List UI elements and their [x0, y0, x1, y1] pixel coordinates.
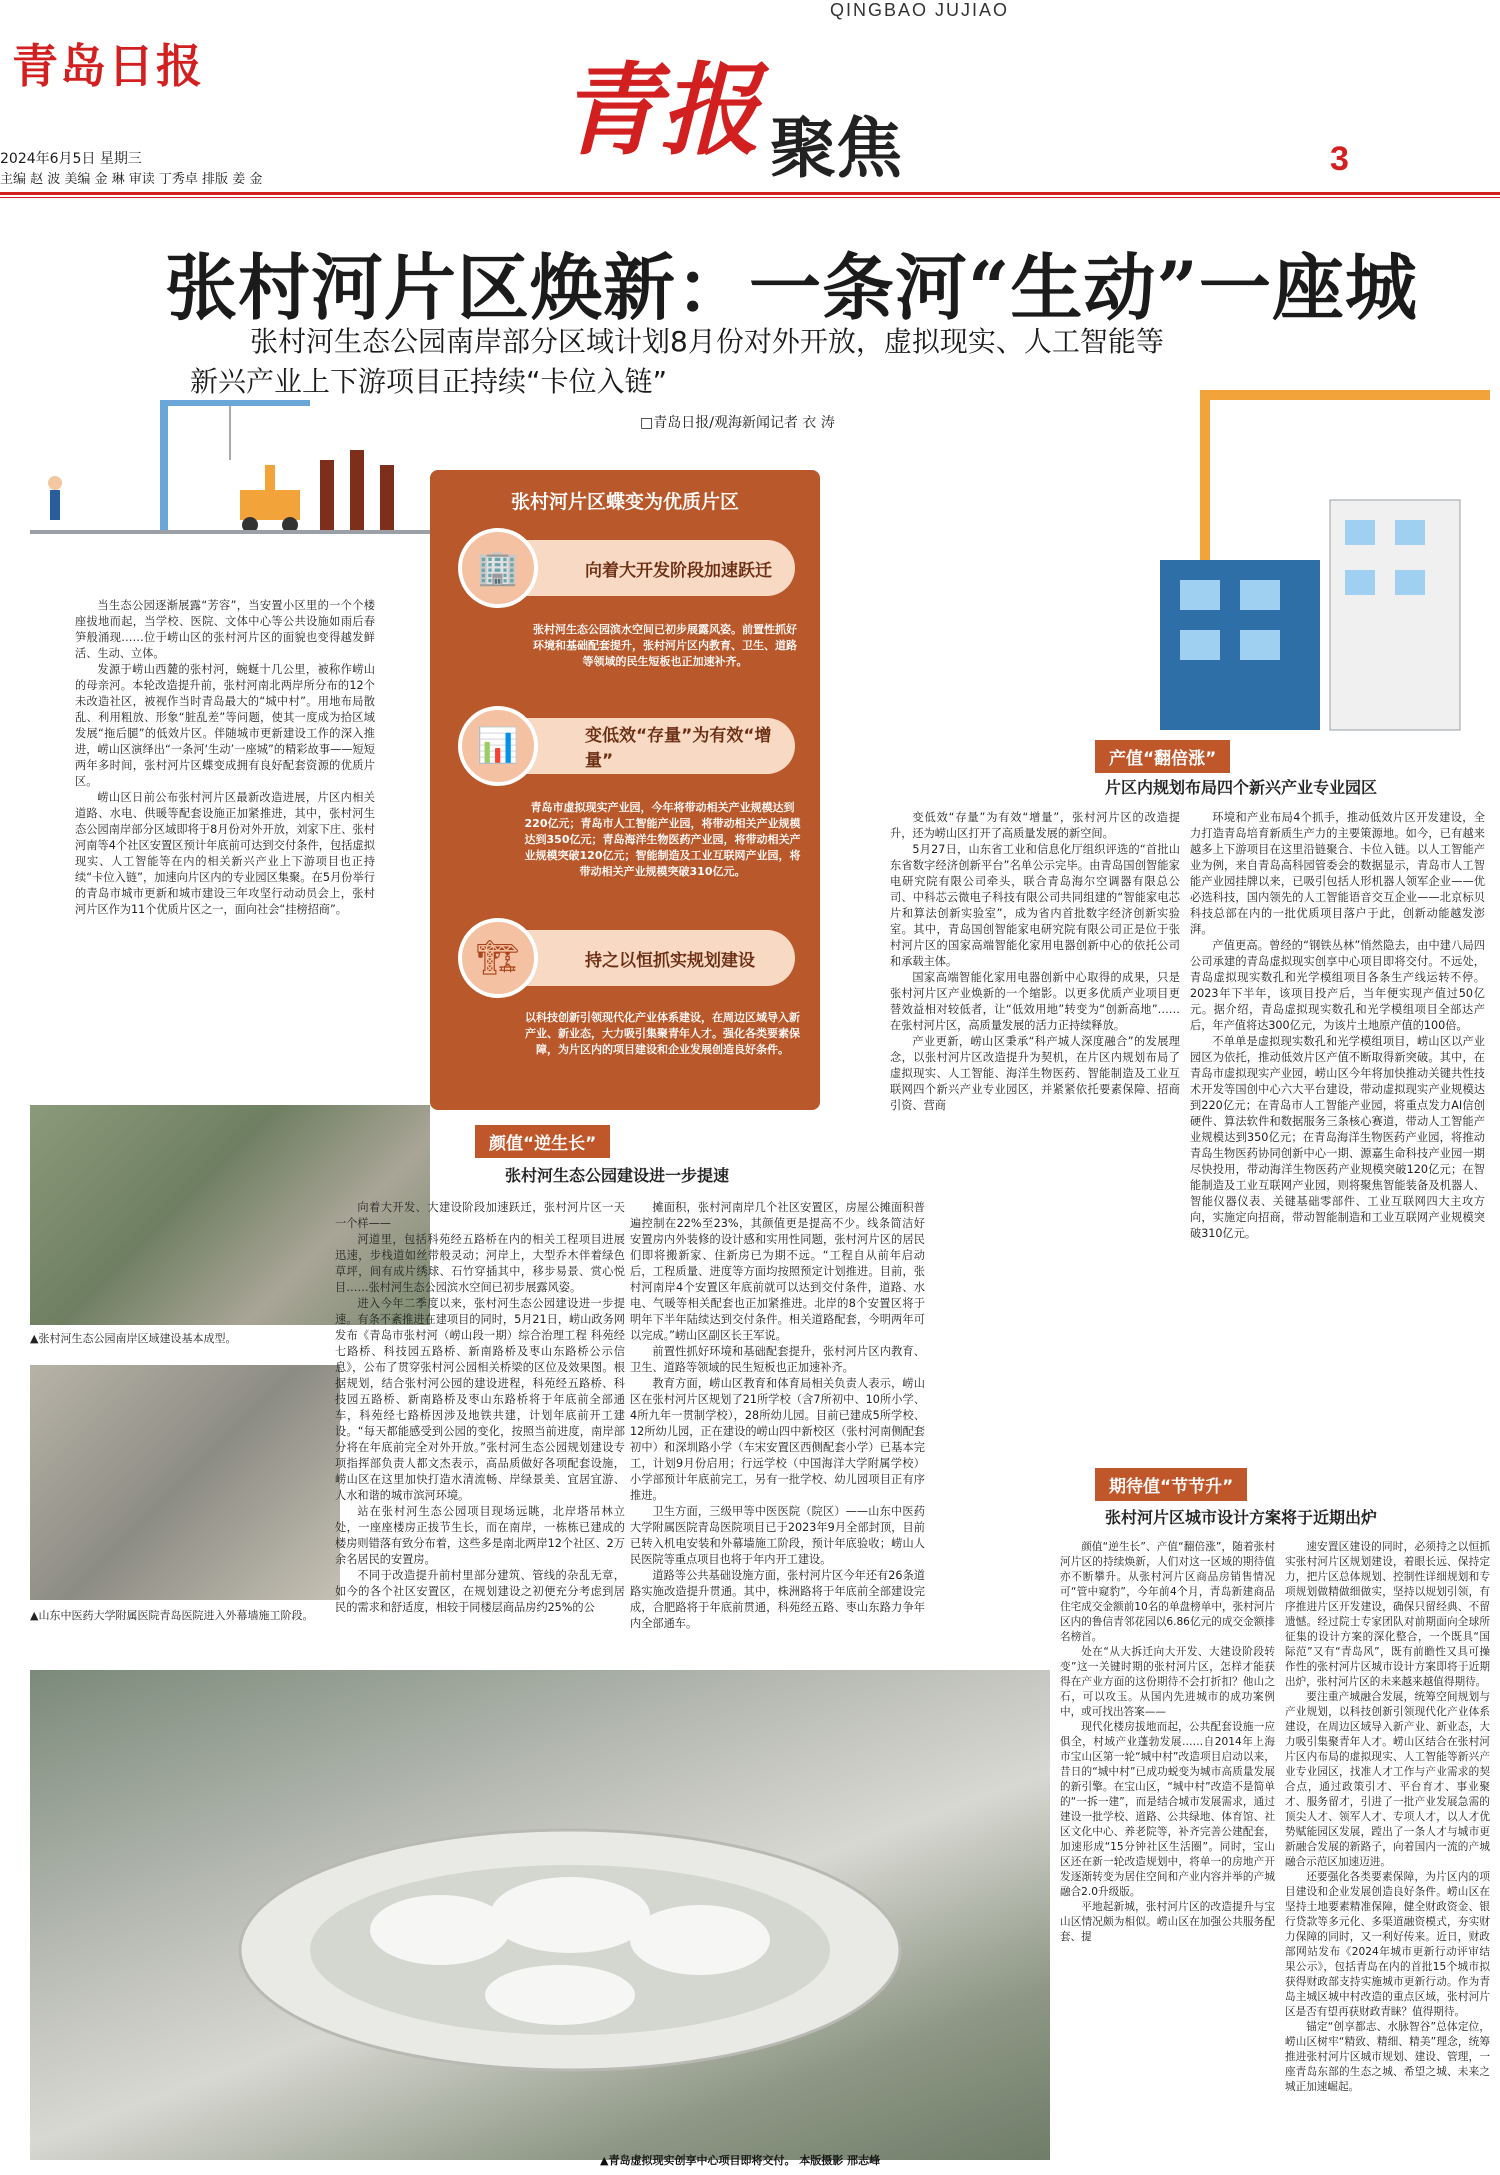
plan-paragraph: 还要强化各类要素保障，为片区内的项目建设和企业发展创造良好条件。崂山区在坚持土地要素精准保障，健全财政资金、银行贷款等多元化、多渠道融资模式，夯实财力保障的同时，又一利好传来。近日，财政部网站发布《2024年城市更新行动评审结果公示》，包括青岛在内的首批15个城市拟获得财政部支持实施城市更新行动。作为青岛主城区城中村改造的重点区域，张村河片区是否有望再获财政青睐？值得期待。	[1285, 1871, 1490, 2018]
plan-column-2	[1285, 1540, 1490, 2095]
photo-caption: ▲张村河生态公园南岸区域建设基本成型。	[30, 1332, 237, 1345]
park-paragraph: 教育方面，崂山区教育和体育局相关负责人表示，崂山区在张村河片区规划了21所学校（含7所初中、10所小学、4所九年一贯制学校），28所幼儿园。目前已建成5所学校、12所幼儿园，正在建设的崂山四中新校区（张村河南侧配套初中）和深圳路小学（车宋安置区西侧配套小学）已基本完工，计划9月份启用；行远学校（中国海洋大学附属学校）小学部预计年底前完工，另有一批学校、幼儿园项目正有序推进。	[630, 1377, 925, 1502]
park-paragraph: 卫生方面，三级甲等中医医院（院区）——山东中医药大学附属医院青岛医院项目已于2023年9月全部封顶，目前已转入机电安装和外幕墙施工阶段，预计年底验收；崂山人民医院等重点项目也将于年内开工建设。	[630, 1505, 925, 1566]
editorial-staff: 主编 赵 波 美编 金 琳 审读 丁秀卓 排版 姜 金	[0, 172, 263, 187]
intro-paragraph: 崂山区日前公布张村河片区最新改造进展，片区内相关道路、水电、供暖等配套设施正加紧推进，其中，张村河生态公园南岸部分区域即将于8月份对外开放，刘家下庄、张村河南等4个社区安置区预计年底前可达到交付条件，包括虚拟现实、人工智能等在内的相关新兴产业上下游项目也正持续“卡位入链”，加速向片区内的专业园区集聚。在5月份举行的青岛市城市更新和城市建设三年攻坚行动动员会上，张村河片区作为11个优质片区之一，面向社会“挂榜招商”。	[75, 791, 375, 916]
photo-caption: ▲山东中医药大学附属医院青岛医院进入外幕墙施工阶段。	[30, 1609, 314, 1622]
industry-paragraph: 产值更高。曾经的“钢铁丛林”悄然隐去，由中建八局四公司承建的青岛虚拟现实创享中心项目即将交付。不远处，青岛虚拟现实数孔和光学模组项目各条生产线运转不停。2023年下半年，该项目投产后，当年便实现产值过50亿元。据介绍，青岛虚拟现实数孔和光学模组项目全部达产后，年产值将达300亿元，为该片土地原产值的100倍。	[1190, 939, 1485, 1032]
article-subhead-2: 新兴产业上下游项目正持续“卡位入链”	[190, 365, 668, 398]
article-headline: 张村河片区焕新：一条河“生动”一座城	[165, 245, 1418, 330]
section-tag: 产值“翻倍涨”	[1095, 740, 1230, 773]
park-paragraph: 站在张村河生态公园项目现场远眺，北岸塔吊林立处，一座座楼房正拔节生长，而在南岸，一栋栋已建成的楼房则错落有致分布着，这些多是南北两岸12个社区、2万余名居民的安置房。	[335, 1505, 625, 1566]
industry-paragraph: 不单单是虚拟现实数孔和光学模组项目，崂山区以产业园区为依托，推动低效片区产值不断取得新突破。其中，在青岛市虚拟现实产业园，崂山区今年将加快推动关键共性技术开发等国创中心六大平台建设，带动虚拟现实产业规模达到220亿元；在青岛市人工智能产业园，将重点发力AI信创硬件、算法软件和数据服务三条核心赛道，带动人工智能产业规模达到350亿元；在青岛海洋生物医药产业园，将推动青岛生物医药协同创新中心一期、源嘉生命科技产业园一期尽快投用，带动海洋生物医药产业规模突破120亿元；在智能制造及工业互联网产业园，则将聚焦智能装备及机器人、智能仪器仪表、关键基础零部件、工业互联网四大主攻方向，实施定向招商，带动智能制造和工业互联网产业规模突破310亿元。	[1190, 1035, 1485, 1240]
vr-center-domes	[220, 1800, 920, 2100]
section-brand-sub: 聚焦	[770, 110, 902, 187]
photo-hospital	[30, 1365, 340, 1600]
photo-caption: ▲青岛虚拟现实创享中心项目即将交付。 本版摄影 邢志峰	[600, 2154, 881, 2167]
page-number: 3	[1330, 140, 1349, 178]
park-paragraph: 不同于改造提升前村里部分建筑、管线的杂乱无章，如今的各个社区安置区，在规划建设之初便充分考虑到居民的需求和舒适度，相较于同楼层商品房约25%的公	[335, 1569, 625, 1614]
panel-item-text: 青岛市虚拟现实产业园，今年将带动相关产业规模达到220亿元；青岛市人工智能产业园，将带动相关产业规模达到350亿元；青岛海洋生物医药产业园，将带动相关产业规模突破120亿元；智能制造及工业互联网产业园，将带动相关产业规模突破310亿元。	[524, 801, 801, 878]
plan-paragraph: 速安置区建设的同时，必须持之以恒抓实张村河片区规划建设，着眼长远、保持定力，把片区总体规划、控制性详细规划和专项规划做精做细做实，坚持以规划引领，有序推进片区开发建设，确保只留经典、不留遗憾。经过院士专家团队对前期面向全球所征集的设计方案的深化整合，一个既具“国际范”又有“青岛风”，既有前瞻性又具可操作性的张村河片区城市设计方案即将于近期出炉，张村河片区的未来越来越值得期待。	[1285, 1541, 1490, 1688]
plan-paragraph: 平地起新城，张村河片区的改造提升与宝山区情况颇为相似。崂山区在加强公共服务配套、提	[1060, 1901, 1275, 1943]
plan-paragraph: 现代化楼房拔地而起，公共配套设施一应俱全，村域产业蓬勃发展……自2014年上海市宝山区第一轮“城中村”改造项目启动以来，昔日的“城中村”已成功蜕变为城市高质量发展的新引擎。在宝山区，“城中村”改造不是简单的“一拆一建”，而是结合城市发展需求，通过建设一批学校、道路、公共绿地、体育馆、社区文化中心、养老院等，补齐完善公建配套，加速形成“15分钟社区生活圈”。同时，宝山区还在新一轮改造规划中，将单一的房地产开发逐渐转变为居住空间和产业内容并举的产城融合2.0升级版。	[1060, 1721, 1275, 1898]
park-column-1	[335, 1200, 625, 1616]
intro-paragraph: 发源于崂山西麓的张村河，蜿蜒十几公里，被称作崂山的母亲河。本轮改造提升前，张村河南北两岸所分布的12个未改造社区，被视作当时青岛最大的“城中村”。用地布局散乱、利用粗放、形象“脏乱差”等问题，使其一度成为拾区域发展“拖后腿”的低效片区。伴随城市更新建设工作的深入推进，崂山区演绎出“一条河‘生动’一座城”的精彩故事——短短两年多时间，张村河片区蝶变成拥有良好配套资源的优质片区。	[75, 663, 375, 788]
summary-panel-title: 张村河片区蝶变为优质片区	[510, 491, 739, 513]
panel-item-text: 张村河生态公园滨水空间已初步展露风姿。前置性抓好环境和基础配套提升，张村河片区内教育、卫生、道路等领域的民生短板也正加速补齐。	[533, 623, 797, 668]
section-brand: 青报	[560, 51, 760, 169]
section-title-park: 张村河生态公园建设进一步提速	[505, 1166, 730, 1185]
industry-column-1	[890, 810, 1180, 1114]
article-subhead-1: 张村河生态公园南岸部分区域计划8月份对外开放，虚拟现实、人工智能等	[250, 325, 1164, 358]
industry-paragraph: 环境和产业布局4个抓手，推动低效片区开发建设，全力打造青岛培育新质生产力的主要策源地。如今，已有越来越多上下游项目在这里沿链聚合、卡位入链。以人工智能产业为例，来自青岛高科园管委会的数据显示，青岛市人工智能产业园挂牌以来，已吸引包括人形机器人领军企业——优必选科技，国内领先的人工智能语音交互企业——北京标贝科技总部在内的一批优质项目落户于此，创新动能越发澎湃。	[1190, 811, 1485, 936]
intro-column	[75, 598, 375, 918]
issue-date: 2024年6月5日 星期三	[0, 151, 142, 167]
section-tag-industry	[1095, 740, 1230, 773]
industry-column-2	[1190, 810, 1485, 1242]
section-tag: 颜值“逆生长”	[475, 1125, 610, 1158]
section-title-industry: 片区内规划布局四个新兴产业专业园区	[1105, 778, 1378, 797]
construction-illustration-left	[30, 390, 430, 540]
section-tag-park	[475, 1125, 610, 1158]
plan-paragraph: 要注重产城融合发展，统筹空间规划与产业规划，以科技创新引领现代化产业体系建设，在周边区域导入新产业、新业态，大力吸引集聚青年人才。崂山区结合在张村河片区内布局的虚拟现实、人工智能等新兴产业专业园区，找准人才工作与产业需求的契合点，通过政策引才、平台育才、事业聚才、服务留才，引进了一批产业发展急需的顶尖人才、领军人才、专项人才，以人才优势赋能园区发展，蹚出了一条人才与城市更新融合发展的新路子，向着国内一流的产城融合示范区加速迈进。	[1285, 1691, 1490, 1868]
park-paragraph: 向着大开发、大建设阶段加速跃迁，张村河片区一天一个样——	[335, 1201, 625, 1230]
section-title-plan: 张村河片区城市设计方案将于近期出炉	[1105, 1508, 1378, 1527]
article-byline: □青岛日报/观海新闻记者 衣 涛	[640, 415, 835, 431]
header-divider-thin	[0, 197, 1500, 198]
section-pinyin: QINGBAO JUJIAO	[830, 0, 1010, 20]
park-paragraph: 摊面积，张村河南岸几个社区安置区，房屋公摊面积普遍控制在22%至23%，其颜值更是提高不少。线条简洁好安置房内外装修的设计感和实用性同题，张村河片区的居民们即将搬新家、住新房已为期不远。“工程自从前年启动后，工程质量、进度等方面均按照预定计划推进。目前，张村河南岸4个安置区年底前就可以达到交付条件，道路、水电、气暖等相关配套也正加紧推进。北岸的8个安置区将于明年下半年陆续达到交付条件。相关道路配套，今明两年可以完成。”崂山区副区长王军说。	[630, 1201, 925, 1342]
header-divider	[0, 192, 1500, 195]
park-column-2	[630, 1200, 925, 1632]
panel-item-text: 以科技创新引领现代化产业体系建设，在周边区域导入新产业、新业态，大力吸引集聚青年人才。强化各类要素保障，为片区内的项目建设和企业发展创造良好条件。	[525, 1011, 800, 1056]
crane-icon: 🏗	[458, 918, 538, 998]
plan-paragraph: 处在“从大拆迁向大开发、大建设阶段转变”这一关键时期的张村河片区，怎样才能获得在产业方面的这份期待不会打折扣？他山之石，可以攻玉。从国内先进城市的成功案例中，或可找出答案——	[1060, 1646, 1275, 1718]
construction-illustration-right	[1100, 380, 1500, 740]
industry-paragraph: 国家高端智能化家用电器创新中心取得的成果，只是张村河片区产业焕新的一个缩影。以更多优质产业项目更替效益相对较低者，让“低效用地”转变为“创新高地”……在张村河片区，高质量发展的活力正持续释放。	[890, 971, 1180, 1032]
chart-icon: 📊	[458, 706, 538, 786]
panel-item-label: 变低效“存量”为有效“增量”	[585, 726, 772, 771]
panel-item-label: 向着大开发阶段加速跃迁	[585, 560, 772, 581]
newspaper-logo: 青岛日报	[12, 39, 204, 93]
park-paragraph: 前置性抓好环境和基础配套提升，张村河片区内教育、卫生、道路等领域的民生短板也正加速补齐。	[630, 1345, 925, 1374]
plan-paragraph: 颜值“逆生长”、产值“翻倍涨”，随着张村河片区的持续焕新，人们对这一区域的期待值亦不断攀升。从张村河片区商品房销售情况可“管中窥豹”，今年前4个月，青岛新建商品住宅成交金额前10名的单盘榜单中，张村河片区内的鲁信青邻花园以6.86亿元的成交金额排名榜首。	[1060, 1541, 1275, 1643]
park-paragraph: 道路等公共基础设施方面，张村河片区今年还有26条道路实施改造提升贯通。其中，株洲路将于年底前全部建设完成，合肥路将于年底前贯通，科苑经五路、枣山东路力争年内全部通车。	[630, 1569, 925, 1630]
building-icon: 🏢	[458, 528, 538, 608]
intro-paragraph: 当生态公园逐渐展露“芳容”，当安置小区里的一个个楼座拔地而起，当学校、医院、文体中心等公共设施如雨后春笋般涌现……位于崂山区的张村河片区的面貌也变得越发鲜活、生动、立体。	[75, 599, 375, 660]
plan-paragraph: 锚定“创享都志、水脉智谷”总体定位，崂山区树牢“精致、精细、精美”理念，统筹推进张村河片区城市规划、建设、管理，一座青岛东部的生态之城、希望之城、未来之城正加速崛起。	[1285, 2021, 1490, 2093]
park-paragraph: 进入今年二季度以来，张村河生态公园建设进一步提速。有条不紊推进在建项目的同时，5月21日，崂山政务网发布《青岛市张村河（崂山段一期）综合治理工程 科苑经七路桥、科技园五路桥、新南路桥及枣山东路桥公示信息》，公布了贯穿张村河公园相关桥梁的区位及效果图。根据规划，结合张村河公园的建设进程，科苑经五路桥、科技园五路桥、新南路桥及枣山东路桥将于年底前全部通车，科苑经七路桥因涉及地铁共建，计划年底前开工建设。“每天都能感受到公园的变化，按照当前进度，南岸部分将在年底前完全对外开放。”张村河生态公园规划建设专项指挥部负责人都文杰表示，高品质做好各项配套设施，崂山区在这里加快打造水清流畅、岸绿景美、宜居宜游、人水和谐的城市滨河环境。	[335, 1297, 625, 1502]
industry-paragraph: 产业更新，崂山区秉承“科产城人深度融合”的发展理念，以张村河片区改造提升为契机，在片区内规划布局了虚拟现实、人工智能、海洋生物医药、智能制造及工业互联网四个新兴产业专业园区，并紧紧依托要素保障、招商引资、营商	[890, 1035, 1180, 1112]
park-paragraph: 河道里，包括科苑经五路桥在内的相关工程项目进展迅速，步栈道如丝带般灵动；河岸上，大型乔木伴着绿色草坪，间有成片绣球、石竹穿插其中，移步易景、赏心悦目……张村河生态公园滨水空间已初步展露风姿。	[335, 1233, 625, 1294]
plan-column-1	[1060, 1540, 1275, 1945]
industry-paragraph: 变低效“存量”为有效“增量”，张村河片区的改造提升，还为崂山区打开了高质量发展的新空间。	[890, 811, 1180, 840]
section-tag-plan	[1095, 1468, 1247, 1501]
industry-paragraph: 5月27日，山东省工业和信息化厅组织评选的“首批山东省数字经济创新平台”名单公示完毕。由青岛国创智能家电研究院有限公司牵头，联合青岛海尔空调器有限总公司、中科芯云微电子科技有限公司共同组建的“智能家电芯片和算法创新实验室”，成为省内首批数字经济创新实验室。其中，青岛国创智能家电研究院有限公司正是位于张村河片区的国家高端智能化家用电器创新中心的依托公司和承载主体。	[890, 843, 1180, 968]
panel-item-label: 持之以恒抓实规划建设	[585, 950, 755, 971]
section-tag: 期待值“节节升”	[1095, 1468, 1247, 1501]
